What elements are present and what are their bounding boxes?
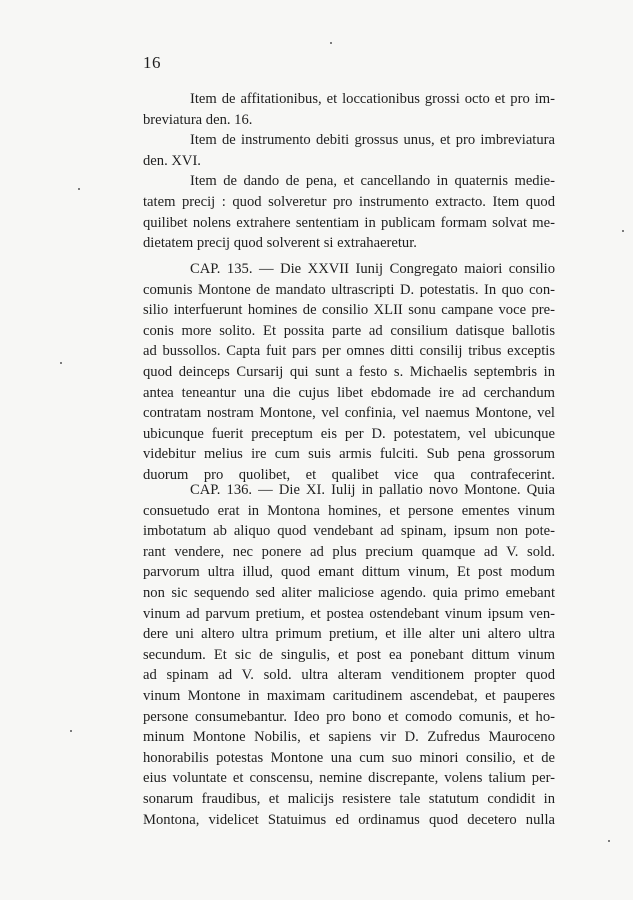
scan-speck [60,362,62,364]
text-line: sonarum fraudibus, et malicijs resistere tale statutum condidit in [143,790,555,807]
text-line: parvorum ultra illud, quod emant dittum vinum, Et post modum [143,564,555,581]
text-line: silio interfuerunt homines de consilio XLII sonu campane voce pre- [143,302,555,319]
text-line: quod deinceps Cursarij qui sunt a festo s. Michaelis septembris in [143,363,555,380]
scan-speck [622,230,624,232]
text-line: den. XVI. [143,152,201,169]
text-line: ubicunque fuerit preceptum eis per D. potestatem, vel ubicunque [143,425,555,442]
text-line: minum Montone Nobilis, et sapiens vir D. Zufredus Mauroceno [143,729,555,746]
text-line: Montona, videlicet Statuimus ed ordinamus quod decetero nulla [143,811,555,828]
text-line: imbotatum ab aliquo quod vendebant ad spinam, ipsum non pote- [143,523,555,540]
text-line: Item de dando de pena, et cancellando in quaternis medie- [190,173,555,190]
text-line: breviatura den. 16. [143,111,253,128]
text-line: secundum. Et sic de singulis, et post ea ponebant dittum vinum [143,646,555,663]
text-line: eius voluntate et conscensu, nemine discrepante, volens talium per- [143,770,555,787]
text-line: vinum ad parvum pretium, et postea ostendebant vinum ipsum ven- [143,605,555,622]
text-line: non sic sequendo sed aliter maliciose agendo. quia primo emebant [143,584,555,601]
page-number: 16 [143,53,161,72]
text-line: quilibet nolens extrahere sententiam in publicam formam solvat me- [143,214,555,231]
chapter-136 [143,480,555,830]
chapter-135 [143,259,555,486]
chapter-heading-line: CAP. 136. — Die XI. Iulij in pallatio novo Montone. Quia [190,482,555,498]
text-line: rant vendere, nec ponere ad plus precium quamque ad V. sold. [143,543,555,560]
text-line: tatem precij : quod solveretur pro instrumento extracto. Item quod [143,193,555,210]
text-line: dere uni altero ultra primum pretium, et ille alter uni altero ultra [143,626,555,643]
text-line: comunis Montone de mandato ultrascripti D. potestatis. In quo con- [143,281,555,298]
chapter-heading-line: CAP. 135. — Die XXVII Iunij Congregato maiori consilio [190,261,555,277]
text-line: dietatem precij quod solverent si extrahaeretur. [143,235,417,252]
text-line: vinum Montone in maximam caritudinem ascendebat, et pauperes [143,687,555,704]
text-line: honorabilis potestas Montone una cum suo minori consilio, et de [143,749,555,766]
scan-speck [330,42,332,44]
text-line: Item de instrumento debiti grossus unus, et pro imbreviatura [190,132,555,149]
text-line: ad bussollos. Capta fuit pars per omnes ditti consilij tribus exceptis [143,343,555,360]
text-line: conis more solito. Et possita parte ad consilium datisque ballotis [143,322,555,339]
text-line: videbitur melius ire cum suis armis fulciti. Sub pena grossorum [143,446,555,463]
text-line: contratam nostram Montone, vel confinia, vel naemus Montone, vel [143,405,555,422]
scan-speck [78,188,80,190]
text-line: duorum pro quolibet, et qualibet vice qua contrafecerint. [143,466,555,483]
text-line: consuetudo erat in Montona homines, et persone ementes vinum [143,502,555,519]
text-line: antea teneantur una die cujus libet ebdomade ire ad cerchandum [143,384,555,401]
paragraph-fees [143,89,555,254]
scan-speck [608,840,610,842]
text-line: persone consumebantur. Ideo pro bono et comodo comunis, et ho- [143,708,555,725]
scan-speck [70,730,72,732]
text-line: ad spinam ad V. sold. ultra alteram venditionem propter quod [143,667,555,684]
text-line: Item de affitationibus, et loccationibus grossi octo et pro im- [190,91,555,107]
